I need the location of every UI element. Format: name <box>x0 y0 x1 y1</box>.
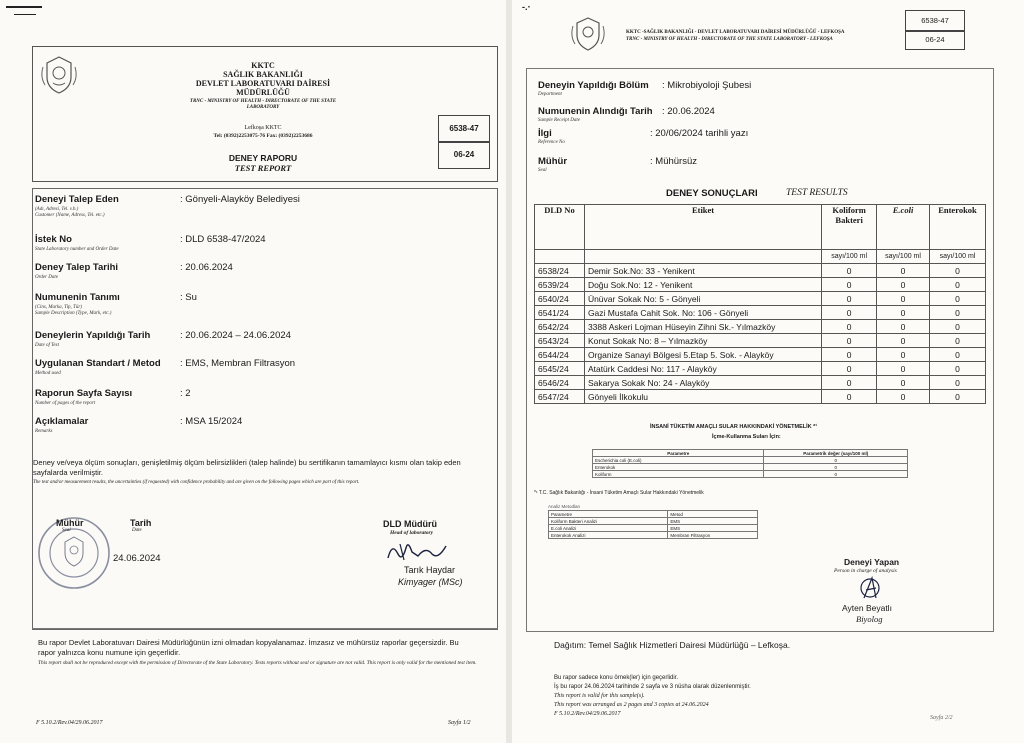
header-line-english: TRNC - MINISTRY OF HEALTH - DIRECTORATE OF THE STATE LABORATORY - LEFKOŞA <box>626 37 833 42</box>
enterococcus-cell: 0 <box>930 292 986 306</box>
header-enterococcus: Enterokok <box>930 205 986 250</box>
label-cell: Demir Sok.No: 33 - Yenikent <box>584 264 821 278</box>
regulation-footnote: *¹ T.C. Sağlık Bakanlığı - İnsani Tüketim Amaçlı Sular Hakkındaki Yönetmelik <box>534 490 704 496</box>
dld-no-cell: 6541/24 <box>535 306 585 320</box>
results-note-english: The test and/or measurement results, the uncertainties (if requested) with confidence probability and are given on the following pages which are part of this report. <box>33 480 360 485</box>
dld-no-cell: 6544/24 <box>535 348 585 362</box>
emblem-icon <box>568 14 608 54</box>
info-sublabel: Reference No <box>538 140 565 145</box>
info-label: Deneyin Yapıldığı Bölüm <box>538 80 649 91</box>
regulation-title: İNSANİ TÜKETİM AMAÇLI SULAR HAKKINDAKİ YÖNETMELİK *¹ <box>650 424 818 430</box>
pen-mark <box>14 14 36 15</box>
method-value: Membran Filtrasyon <box>668 532 758 539</box>
header-label: Etiket <box>584 205 821 250</box>
method-param: E.coli Analizi <box>549 525 668 532</box>
dld-no-cell: 6546/24 <box>535 376 585 390</box>
report-title-english: TEST REPORT <box>234 163 292 173</box>
info-sublabel: Sample Receipt Date <box>538 118 580 123</box>
directorate-name: DEVLET LABORATUVARI DAİRESİ MÜDÜRLÜĞÜ <box>195 79 331 97</box>
enterococcus-cell: 0 <box>930 320 986 334</box>
param-value: 0 <box>764 457 908 464</box>
field-value: : EMS, Membran Filtrasyon <box>180 358 296 369</box>
footer-notice-english: This report shall not be reproduced except with the permission of Directorate of the State Laboratory. Tests reports without seal or signature are not valid. This report is only valid for the mentioned test item. <box>38 660 477 666</box>
ecoli-cell: 0 <box>877 320 930 334</box>
param-header: Parametre <box>593 450 764 457</box>
field-value: : 20.06.2024 <box>180 262 233 273</box>
manager-title: DLD Müdürü <box>383 519 437 529</box>
field-sublabel-english: Sample Description (Type, Mark, etc.) <box>35 311 112 316</box>
table-row <box>535 292 986 306</box>
coliform-cell: 0 <box>822 334 877 348</box>
report-header <box>32 46 498 182</box>
method-row <box>549 532 758 539</box>
unit-cell <box>535 250 585 264</box>
dld-no-cell: 6540/24 <box>535 292 585 306</box>
date-label-english: Date <box>132 528 142 533</box>
field-label: Uygulanan Standart / Metod <box>35 358 161 369</box>
field-sublabel: (Adı, Adresi, Tel. v.b.) <box>35 207 79 212</box>
report-page-2 <box>512 0 1024 743</box>
ministry-name: SAĞLIK BAKANLIĞI <box>223 70 303 79</box>
issue-note: İş bu rapor 24.06.2024 tarihinde 2 sayfa ve 3 nüsha olarak düzenlenmiştir. <box>554 684 751 690</box>
enterococcus-cell: 0 <box>930 264 986 278</box>
manager-title-english: Head of laboratory <box>390 530 434 536</box>
manager-role: Kimyager (MSc) <box>398 577 463 587</box>
param-value: 0 <box>764 471 908 478</box>
field-sublabel: State Laboratory number and Order Date <box>35 247 119 252</box>
analyst-name: Ayten Beyatlı <box>842 603 892 613</box>
country-name: KKTC <box>251 61 275 70</box>
method-value: EMS <box>668 525 758 532</box>
unit-cell <box>584 250 821 264</box>
label-cell: Atatürk Caddesi No: 117 - Alayköy <box>584 362 821 376</box>
method-title: Analiz Metodları <box>548 504 581 509</box>
form-number: F 5.10.2/Rev.04/29.06.2017 <box>554 711 621 717</box>
field-label: Deneyi Talep Eden <box>35 194 119 205</box>
report-date: 24.06.2024 <box>113 553 161 564</box>
city: Lefkoşa KKTC <box>244 125 282 131</box>
field-sublabel: Number of pages of the report <box>35 401 96 406</box>
table-row <box>535 376 986 390</box>
results-table <box>534 204 986 404</box>
enterococcus-cell: 0 <box>930 390 986 404</box>
param-value: 0 <box>764 464 908 471</box>
table-row <box>535 306 986 320</box>
form-number: F 5.10.2/Rev.04/29.06.2017 <box>36 720 103 726</box>
header-dld-no: DLD No <box>535 205 585 250</box>
label-cell: Ünüvar Sokak No: 5 - Gönyeli <box>584 292 821 306</box>
field-sublabel: Order Date <box>35 275 59 280</box>
field-value: : 20.06.2024 – 24.06.2024 <box>180 330 291 341</box>
label-cell: 3388 Askeri Lojman Hüseyin Zihni Sk.- Yılmazköy <box>584 320 821 334</box>
field-sublabel: (Cins, Marka, Tip, Tür) <box>35 305 82 310</box>
distribution-note: Dağıtım: Temel Sağlık Hizmetleri Dairesi Müdürlüğü – Lefkoşa. <box>554 640 791 650</box>
enterococcus-cell: 0 <box>930 362 986 376</box>
emblem-icon <box>37 53 81 97</box>
field-value: : 2 <box>180 388 191 399</box>
signature-icon <box>856 574 884 602</box>
label-cell: Konut Sokak No: 8 – Yılmazköy <box>584 334 821 348</box>
field-value: : Su <box>180 292 197 303</box>
param-row <box>593 464 908 471</box>
parametric-values-table <box>592 449 908 478</box>
pen-mark <box>6 6 42 8</box>
method-header: Metod <box>668 511 758 518</box>
method-row <box>549 518 758 525</box>
dld-no-cell: 6539/24 <box>535 278 585 292</box>
dld-no-cell: 6542/24 <box>535 320 585 334</box>
enterococcus-cell: 0 <box>930 334 986 348</box>
unit-enterococcus: sayı/100 ml <box>930 250 986 264</box>
field-value: : DLD 6538-47/2024 <box>180 234 266 245</box>
info-value: : 20.06.2024 <box>662 106 715 117</box>
ecoli-cell: 0 <box>877 306 930 320</box>
field-label: Açıklamalar <box>35 416 89 427</box>
validity-note: Bu rapor sadece konu örnek(ler) için geçerlidir. <box>554 675 679 681</box>
field-value: : MSA 15/2024 <box>180 416 243 427</box>
label-cell: Sakarya Sokak No: 24 - Alayköy <box>584 376 821 390</box>
field-value: : Gönyeli-Alayköy Belediyesi <box>180 194 300 205</box>
param-name: Koliform <box>593 471 764 478</box>
date-label: Tarih <box>130 518 152 528</box>
dld-no-cell: 6538/24 <box>535 264 585 278</box>
coliform-cell: 0 <box>822 264 877 278</box>
page-number: Sayfa 2/2 <box>930 715 953 721</box>
param-row <box>593 471 908 478</box>
field-label: Raporun Sayfa Sayısı <box>35 388 133 399</box>
field-label: İstek No <box>35 234 72 245</box>
unit-coliform: sayı/100 ml <box>822 250 877 264</box>
issue-note-english: This report was arranged as 2 pages and 3 copies at 24.06.2024 <box>554 702 709 708</box>
ecoli-cell: 0 <box>877 348 930 362</box>
ecoli-cell: 0 <box>877 334 930 348</box>
label-cell: Gönyeli İlkokulu <box>584 390 821 404</box>
field-label: Deneylerin Yapıldığı Tarih <box>35 330 151 341</box>
divider <box>32 628 498 629</box>
ref-number: 6538-47 <box>921 16 949 25</box>
coliform-cell: 0 <box>822 278 877 292</box>
table-row <box>535 264 986 278</box>
ecoli-cell: 0 <box>877 390 930 404</box>
field-label: Numunenin Tanımı <box>35 292 120 303</box>
method-value: EMS <box>668 518 758 525</box>
ecoli-cell: 0 <box>877 278 930 292</box>
seal-label: Mühür <box>56 518 84 528</box>
ref-number-box <box>905 10 965 32</box>
param-name: Escherichia coli (E.coli) <box>593 457 764 464</box>
analyst-title-english: Person in charge of analysis <box>834 568 897 574</box>
footer-notice: Bu rapor Devlet Laboratuvarı Dairesi Müdürlüğünün izni olmadan kopyalanamaz. İmzasız ve mühürsüz raporlar geçersizdir. Bu rapor yalnızca konu numune için geçerlidir. <box>38 638 459 657</box>
label-cell: Gazi Mustafa Cahit Sok. No: 106 - Gönyeli <box>584 306 821 320</box>
ref-period: 06-24 <box>453 150 475 159</box>
coliform-cell: 0 <box>822 306 877 320</box>
param-row <box>593 457 908 464</box>
method-param-header: Parametre <box>549 511 668 518</box>
directorate-english: TRNC - MINISTRY OF HEALTH - DIRECTORATE OF THE STATE LABORATORY <box>189 99 337 110</box>
table-row <box>535 390 986 404</box>
info-sublabel: Department <box>538 92 562 97</box>
ecoli-cell: 0 <box>877 292 930 306</box>
ecoli-cell: 0 <box>877 376 930 390</box>
table-row <box>535 362 986 376</box>
results-title-english: TEST RESULTS <box>786 188 848 198</box>
dld-no-cell: 6545/24 <box>535 362 585 376</box>
unit-ecoli: sayı/100 ml <box>877 250 930 264</box>
analyst-title: Deneyi Yapan <box>844 557 900 567</box>
info-label: Numunenin Alındığı Tarih <box>538 106 653 117</box>
param-name: Enterokok <box>593 464 764 471</box>
dld-no-cell: 6543/24 <box>535 334 585 348</box>
ref-period-box <box>438 141 490 169</box>
validity-note-english: This report is valid for this sample(s). <box>554 693 645 699</box>
page-number: Sayfa 1/2 <box>448 720 471 726</box>
coliform-cell: 0 <box>822 362 877 376</box>
method-row <box>549 525 758 532</box>
field-sublabel: Remarks <box>35 429 53 434</box>
report-page-1 <box>0 0 506 743</box>
ref-number-box <box>438 115 490 143</box>
coliform-cell: 0 <box>822 292 877 306</box>
info-value: : Mühürsüz <box>650 156 697 167</box>
field-sublabel: Date of Test <box>35 343 59 348</box>
header-ecoli: E.coli <box>877 205 930 250</box>
enterococcus-cell: 0 <box>930 306 986 320</box>
label-cell: Doğu Sok.No: 12 - Yenikent <box>584 278 821 292</box>
report-title: DENEY RAPORU <box>228 153 298 163</box>
coliform-cell: 0 <box>822 376 877 390</box>
signature-icon <box>382 536 452 564</box>
field-sublabel-english: Customer (Name, Adress, Tel. etc.) <box>35 213 105 218</box>
ref-period-box <box>905 30 965 50</box>
method-param: Koliform Bakteri Analizi <box>549 518 668 525</box>
manager-name: Tarık Haydar <box>404 565 456 575</box>
analyst-role: Biyolog <box>856 614 883 624</box>
ecoli-cell: 0 <box>877 264 930 278</box>
coliform-cell: 0 <box>822 320 877 334</box>
field-label: Deney Talep Tarihi <box>35 262 119 273</box>
enterococcus-cell: 0 <box>930 348 986 362</box>
coliform-cell: 0 <box>822 390 877 404</box>
seal-label-english: Seal <box>62 528 71 533</box>
method-param: Enterokok Analizi <box>549 532 668 539</box>
dld-no-cell: 6547/24 <box>535 390 585 404</box>
info-label: Mühür <box>538 156 568 167</box>
results-note: Deney ve/veya ölçüm sonuçları, genişletilmiş ölçüm belirsizlikleri (talep halinde) bu sertifikanın tamamlayıcı kısmı olan takip eden sayfalarda verilmiştir. <box>33 458 461 477</box>
table-row <box>535 334 986 348</box>
info-value: : Mikrobiyoloji Şubesi <box>662 80 752 91</box>
pen-mark: ‐.‧ <box>522 2 531 12</box>
table-row <box>535 278 986 292</box>
field-sublabel: Method used <box>35 371 61 376</box>
results-title: DENEY SONUÇLARI <box>666 188 758 199</box>
param-value-header: Parametrik değer (sayı/100 ml) <box>764 450 908 457</box>
coliform-cell: 0 <box>822 348 877 362</box>
ref-period: 06-24 <box>925 35 945 44</box>
header-line-turkish: KKTC -SAĞLIK BAKANLIĞI - DEVLET LABORATUVARI DAİRESİ MÜDÜRLÜĞÜ - LEFKOŞA <box>626 30 845 35</box>
info-value: : 20/06/2024 tarihli yazı <box>650 128 749 139</box>
label-cell: Organize Sanayi Bölgesi 5.Etap 5. Sok. - Alayköy <box>584 348 821 362</box>
ref-number: 6538-47 <box>449 124 479 133</box>
enterococcus-cell: 0 <box>930 278 986 292</box>
phone-fax: Tel: (0392)2253075-76 Fax: (0392)2253686 <box>213 133 313 139</box>
header-coliform: Koliform Bakteri <box>822 205 877 250</box>
enterococcus-cell: 0 <box>930 376 986 390</box>
table-row <box>535 320 986 334</box>
table-row <box>535 348 986 362</box>
info-sublabel: Seal <box>538 168 547 173</box>
ecoli-cell: 0 <box>877 362 930 376</box>
methods-table <box>548 510 758 539</box>
info-label: İlgi <box>538 128 552 139</box>
regulation-subtitle: İçme-Kullanma Suları İçin: <box>712 434 781 440</box>
